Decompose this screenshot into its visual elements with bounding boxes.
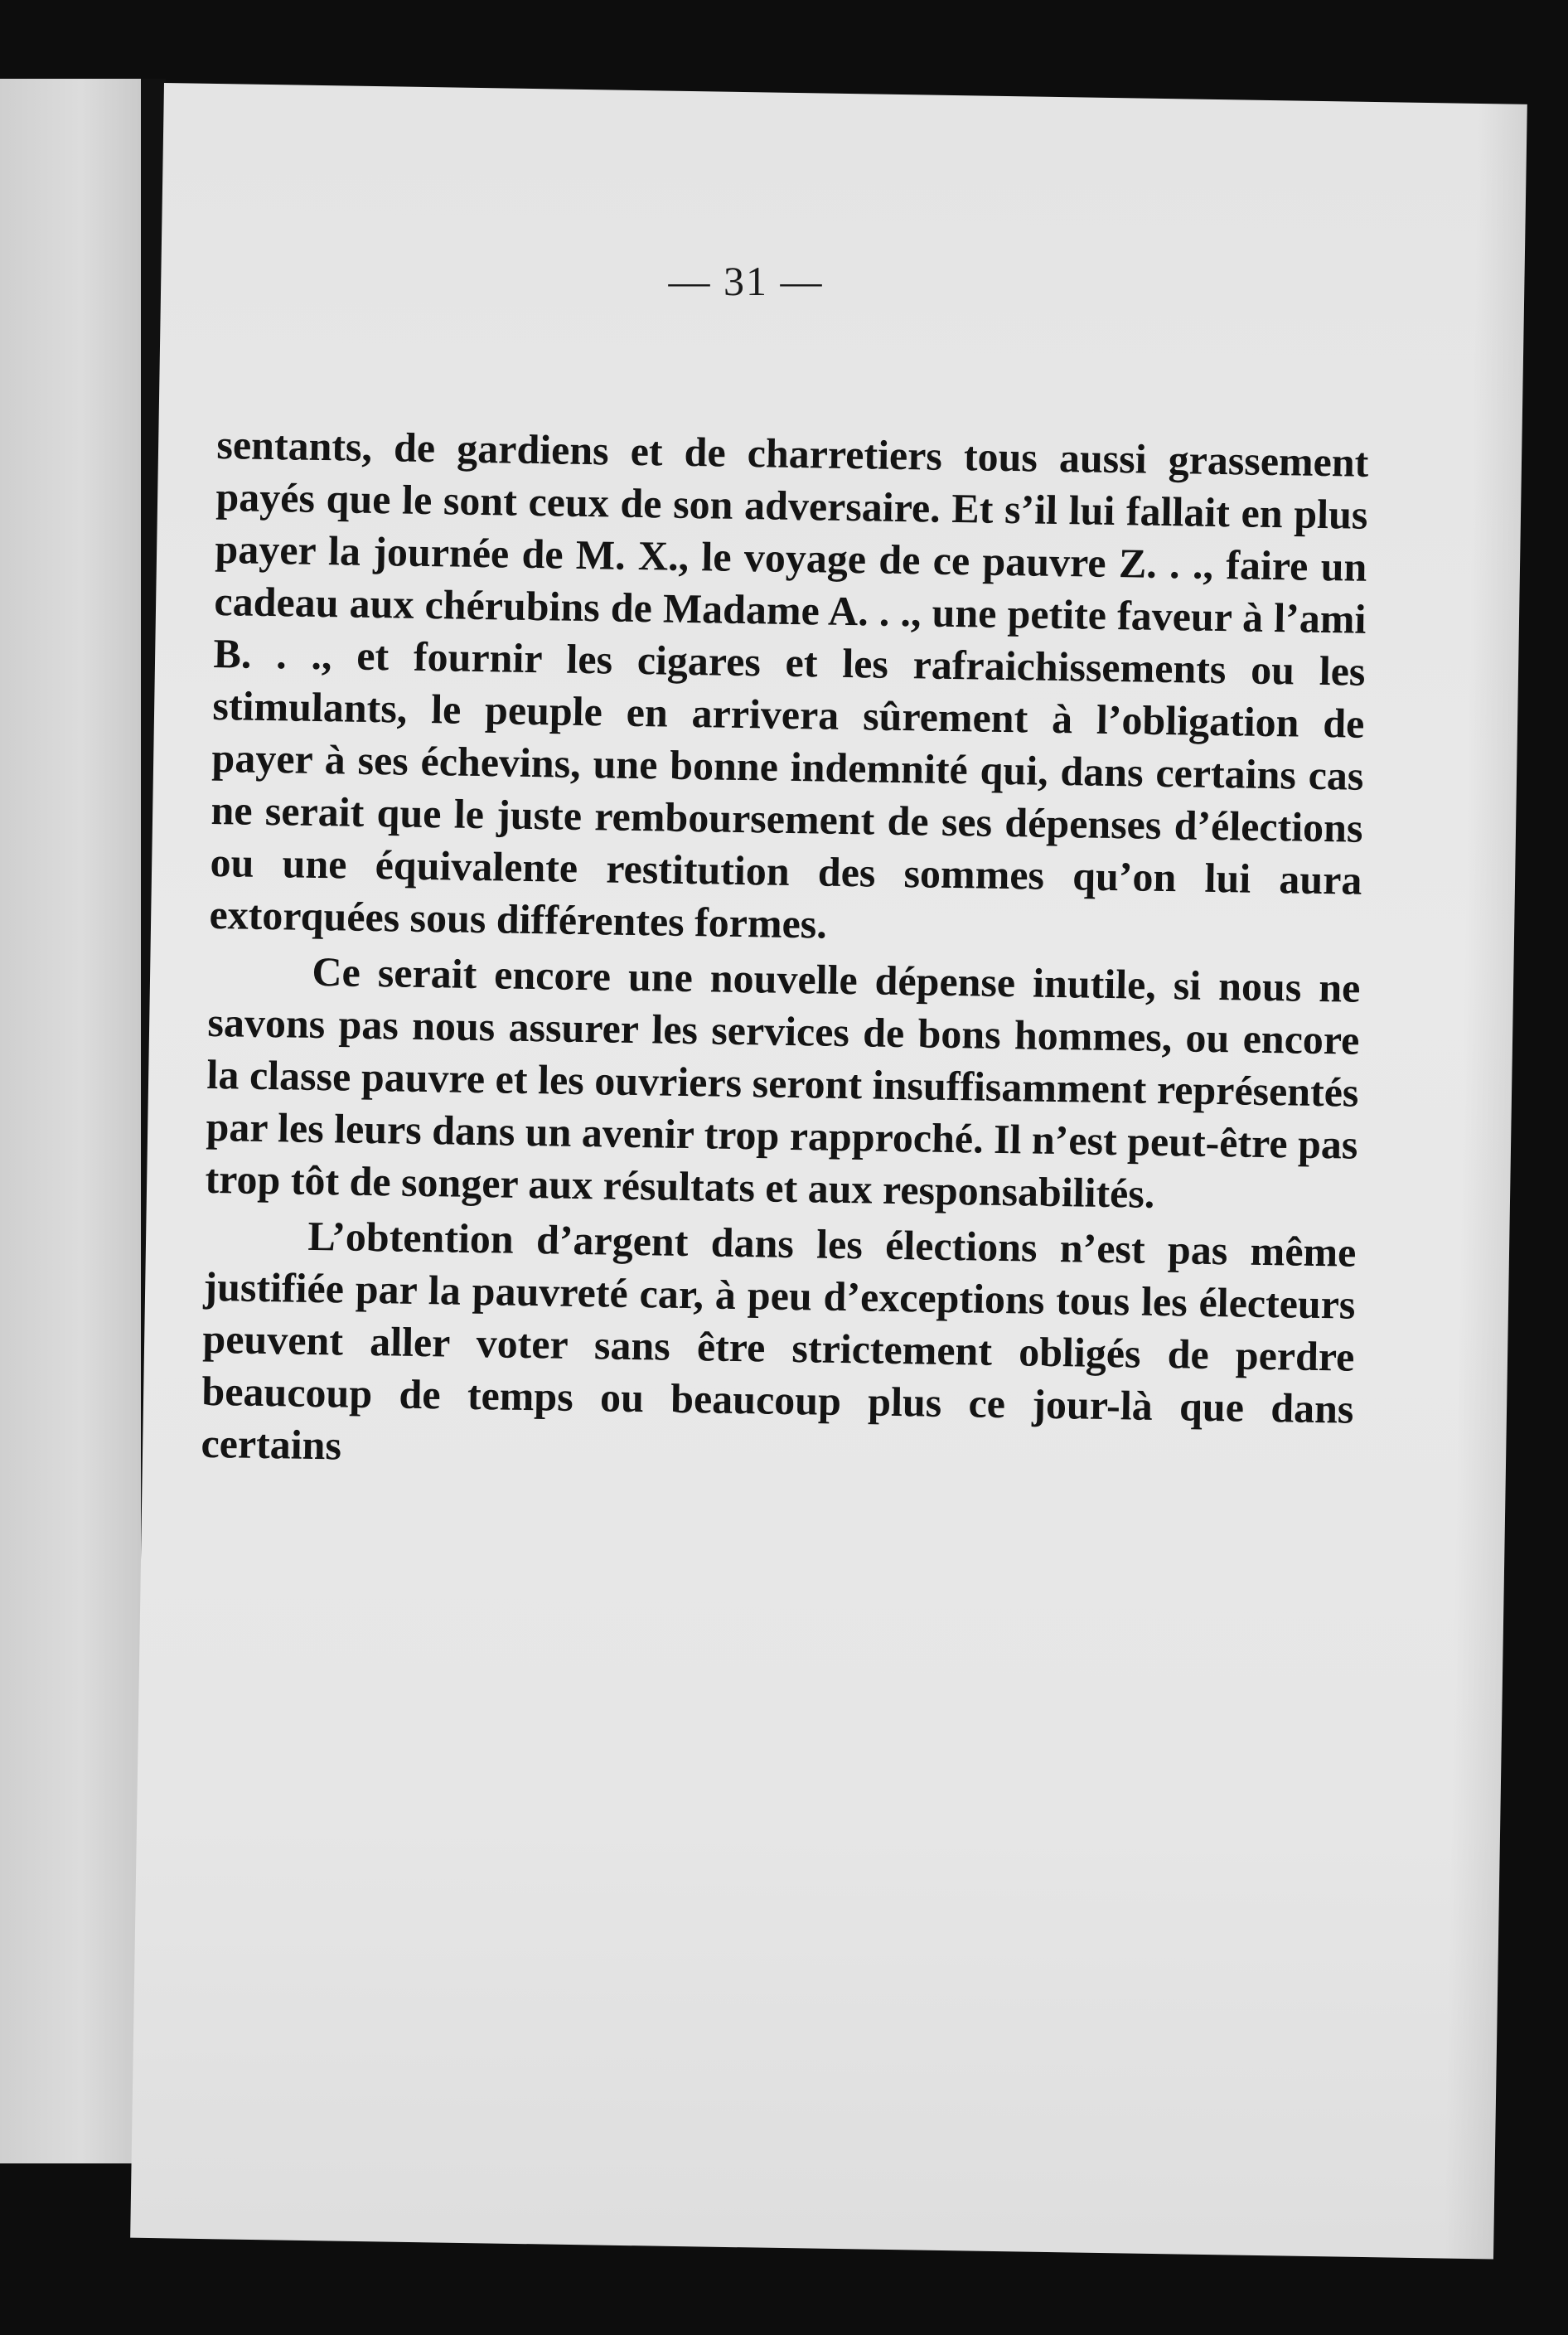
page-edge-shadow [1444,104,1527,2260]
paragraph-continued: sentants, de gardiens et de charretiers tous aussi grassement payés que le sont ceux de son adversaire. Et s’il lui fallait en plus payer la journée de M. X., le voyage de ce pauvre Z. . ., faire un cadeau aux chérubins de Madame A. . ., une petite faveur à l’ami B. . ., et fournir les cigares et les rafraichissements ou les stimulants, le peuple en arrivera sûrement à l’obligation de payer à ses échevins, une bonne indemnité qui, dans certains cas ne serait que le juste remboursement de ses dépenses d’élections ou une équivalente restitution des sommes qu’on lui aura extorquées sous différentes formes. [209,420,1369,947]
paragraph: Ce serait encore une nouvelle dépense inutile, si nous ne savons pas nous assurer les services de bons hommes, ou encore la classe pauvre et les ouvriers seront insuffisamment représentés par les leurs dans un avenir trop rapproché. Il n’est peut-être pas trop tôt de songer aux résultats et aux responsabilités. [205,947,1361,1217]
page-number: — 31 — [668,258,824,304]
body-text [201,419,1369,1488]
paragraph: L’obtention d’argent dans les élections n’est pas même justifiée par la pauvreté car, à peu d’exceptions tous les électeurs peuvent aller voter sans être strictement obligés de perdre beaucoup de temps ou beaucoup plus ce jour-là que dans certains [201,1212,1357,1469]
left-page-edge [0,79,148,2163]
